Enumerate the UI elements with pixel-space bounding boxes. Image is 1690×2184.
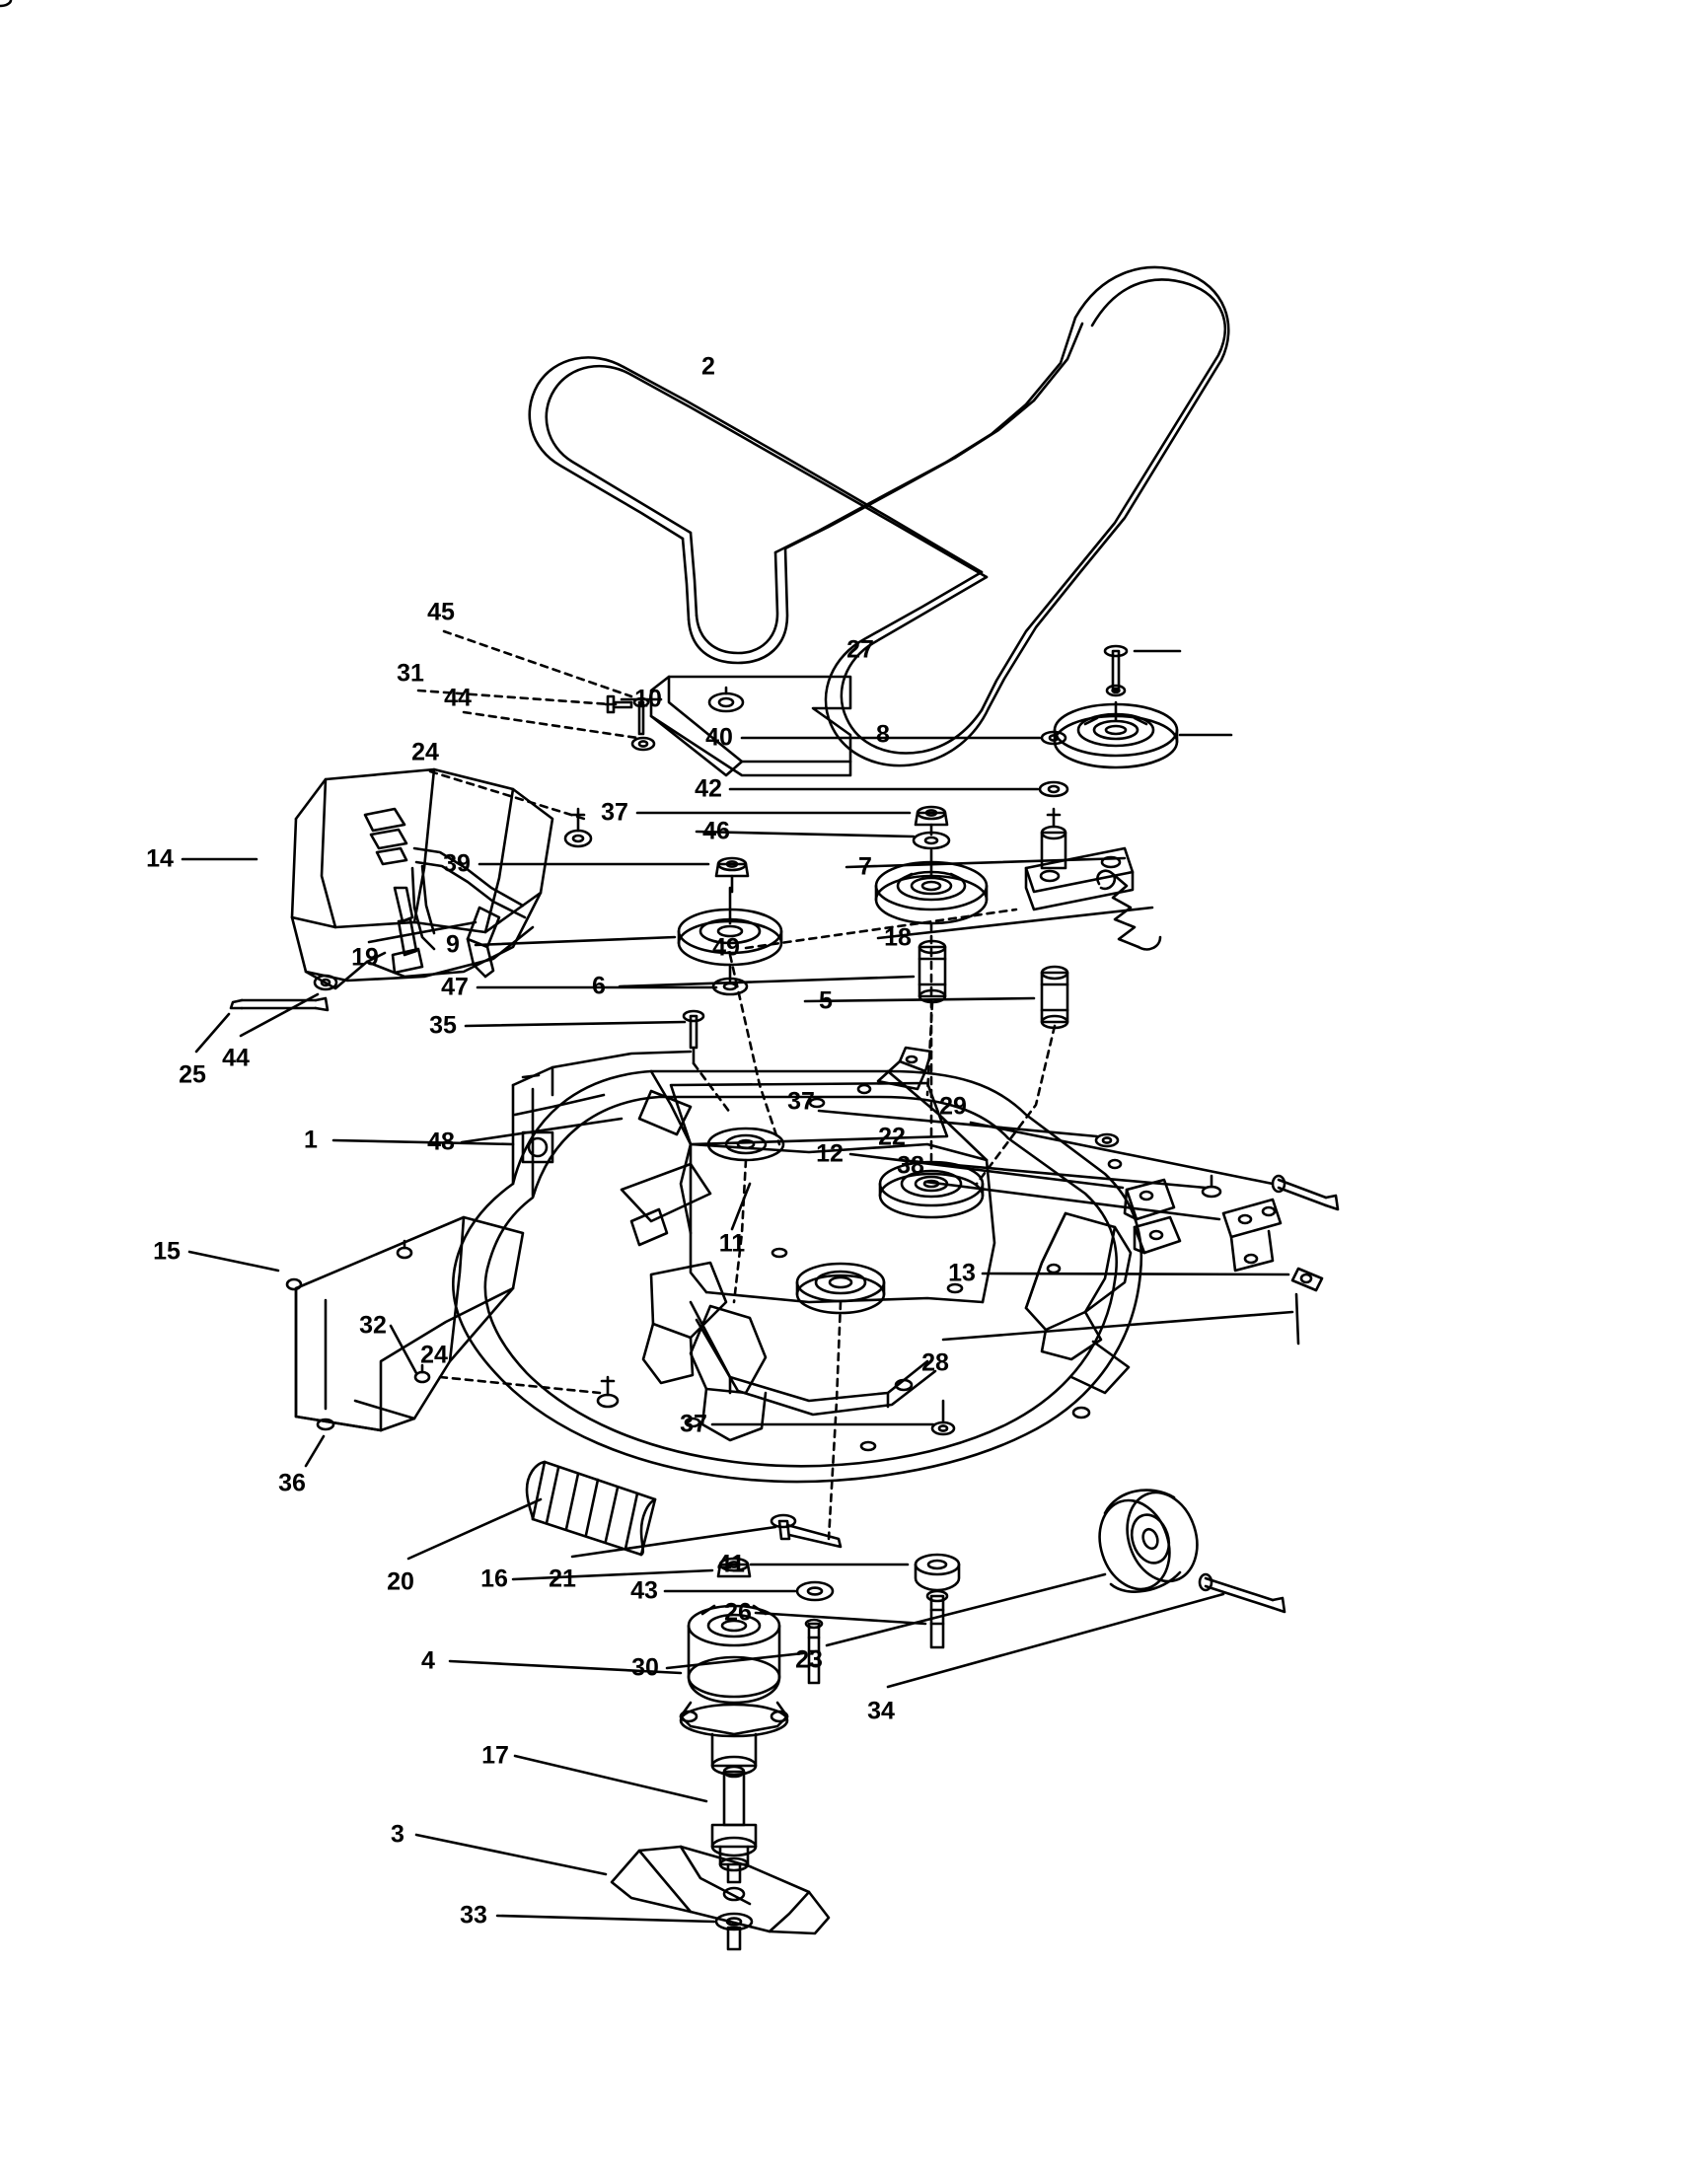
callout-12: 12 — [816, 1139, 844, 1168]
assembly-line-f — [829, 1302, 841, 1539]
part-bracket-38 — [1223, 1200, 1281, 1271]
callout-38: 38 — [897, 1151, 924, 1180]
callout-3: 3 — [391, 1820, 404, 1849]
callout-40: 40 — [705, 723, 733, 752]
callout-6: 6 — [592, 972, 606, 1000]
leader-44 — [464, 712, 637, 738]
callout-31: 31 — [397, 659, 424, 688]
callout-29: 29 — [939, 1092, 967, 1121]
part-bolt-35 — [684, 1011, 703, 1063]
callout-37b: 37 — [787, 1087, 815, 1116]
part-nut-37b — [1096, 1134, 1118, 1146]
callout-28: 28 — [921, 1348, 949, 1377]
callout-45: 45 — [427, 598, 455, 626]
part-pulley-8 — [1055, 702, 1177, 767]
leader-23 — [827, 1574, 1105, 1645]
callout-34: 34 — [867, 1697, 895, 1725]
leader-20 — [408, 1499, 541, 1559]
leader-24 — [430, 771, 584, 819]
callout-24: 24 — [411, 738, 439, 766]
part-belt-cover-10 — [651, 677, 850, 775]
leader-34 — [888, 1594, 1223, 1687]
leader-32 — [391, 1326, 416, 1373]
callout-20: 20 — [387, 1567, 414, 1596]
part-washer-43 — [797, 1582, 833, 1600]
leader-17 — [515, 1756, 706, 1801]
leader-24b — [440, 1377, 600, 1393]
callout-47: 47 — [441, 973, 469, 1001]
callout-30: 30 — [631, 1653, 659, 1682]
callout-24b: 24 — [420, 1341, 448, 1369]
leader-49 — [746, 910, 1016, 948]
leader-38 — [925, 1182, 1219, 1219]
callout-33: 33 — [460, 1901, 487, 1929]
leader-11 — [732, 1184, 750, 1229]
part-13 — [1292, 1269, 1322, 1290]
leader-6 — [620, 977, 914, 986]
part-fastener-32b — [287, 1279, 301, 1289]
leader-35 — [466, 1022, 685, 1026]
assembly-line-a — [730, 955, 779, 1144]
part-washer-44 — [632, 738, 654, 750]
callout-32: 32 — [359, 1311, 387, 1340]
part-shaft-17 — [712, 1767, 756, 1882]
part-24b — [598, 1377, 618, 1407]
part-deck-1 — [453, 1052, 1141, 1482]
part-deflector-14 — [292, 769, 552, 988]
part-bracket-12 — [1125, 1180, 1180, 1253]
callout-36: 36 — [278, 1469, 306, 1497]
callout-1: 1 — [304, 1126, 318, 1154]
callout-42: 42 — [695, 774, 722, 803]
callout-2: 2 — [701, 352, 715, 381]
leader-15 — [189, 1252, 278, 1271]
callout-21: 21 — [549, 1565, 576, 1593]
callout-22: 22 — [878, 1123, 906, 1151]
callout-39: 39 — [443, 849, 471, 878]
callout-48: 48 — [427, 1128, 455, 1156]
leader-28-stem — [1296, 1294, 1298, 1344]
callout-13: 13 — [948, 1259, 976, 1287]
callout-27: 27 — [846, 635, 874, 664]
callout-43: 43 — [630, 1576, 658, 1605]
part-washer-46 — [914, 825, 949, 848]
callout-41: 41 — [717, 1550, 745, 1578]
leader-28 — [943, 1312, 1292, 1340]
callout-7: 7 — [858, 852, 872, 881]
callout-16: 16 — [480, 1565, 508, 1593]
leader-9 — [476, 937, 675, 945]
callout-37: 37 — [601, 798, 628, 827]
part-wheel-23 — [1088, 1484, 1208, 1599]
callout-8: 8 — [876, 720, 890, 749]
leader-45 — [444, 631, 631, 696]
part-22 — [1203, 1176, 1220, 1197]
part-bolt-27 — [1105, 646, 1127, 695]
callout-11: 11 — [718, 1229, 746, 1258]
callout-5: 5 — [819, 986, 833, 1015]
part-washer-42 — [1040, 782, 1067, 796]
leader-16 — [513, 1570, 712, 1579]
leader-33 — [497, 1916, 714, 1922]
part-bolt-34 — [1200, 1574, 1285, 1612]
leader-5 — [805, 998, 1034, 1001]
part-spindle-4 — [681, 1606, 787, 1775]
callout-18: 18 — [884, 923, 912, 952]
part-deck-pulley-mid — [880, 1162, 983, 1217]
callout-19: 19 — [351, 943, 379, 972]
callout-15: 15 — [153, 1237, 181, 1266]
callout-4: 4 — [421, 1646, 435, 1675]
callout-49: 49 — [712, 933, 740, 962]
callout-14: 14 — [146, 844, 174, 873]
callout-44: 44 — [444, 684, 472, 712]
part-nut-37-top — [916, 807, 947, 825]
callout-10: 10 — [634, 685, 662, 713]
leader-1 — [333, 1140, 513, 1144]
leader-3 — [416, 1835, 606, 1874]
callout-9: 9 — [446, 930, 460, 959]
part-washer-47 — [713, 965, 747, 994]
part-pulley-center — [876, 850, 987, 923]
callout-37c: 37 — [680, 1410, 707, 1438]
part-bolt-29 — [1273, 1176, 1338, 1209]
part-rod-25 — [231, 998, 328, 1010]
callout-26: 26 — [724, 1598, 752, 1627]
leader-7 — [846, 858, 1125, 867]
part-nut-39 — [716, 858, 748, 892]
part-41 — [916, 1555, 959, 1590]
callout-23: 23 — [795, 1645, 823, 1674]
part-roller-20 — [527, 1462, 655, 1555]
callout-44b: 44 — [222, 1044, 250, 1072]
leader-36 — [306, 1436, 324, 1466]
callout-17: 17 — [481, 1741, 509, 1770]
callout-35: 35 — [429, 1011, 457, 1040]
leader-26 — [756, 1613, 925, 1624]
callout-46: 46 — [702, 817, 730, 845]
part-spacer-5 — [1042, 967, 1067, 1028]
callout-25: 25 — [179, 1060, 206, 1089]
